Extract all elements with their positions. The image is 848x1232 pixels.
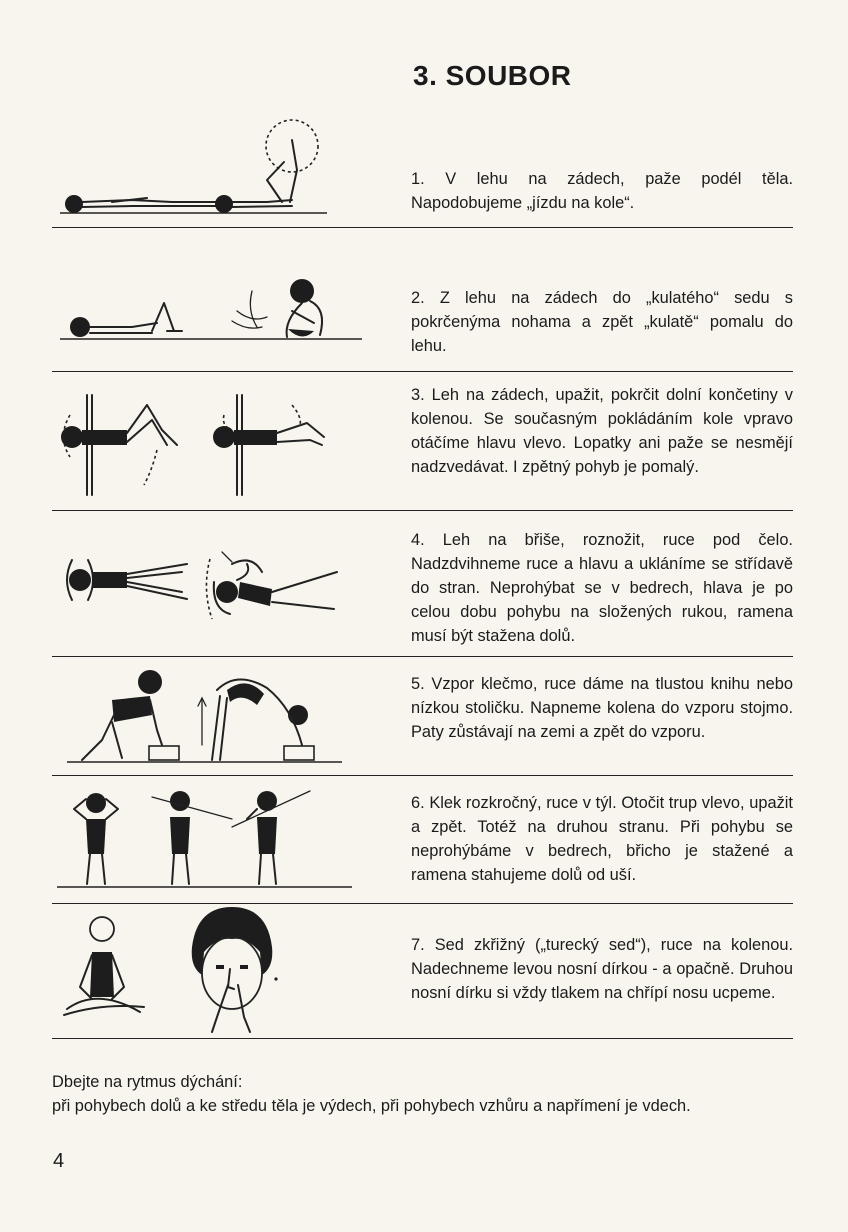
breathing-note-heading: Dbejte na rytmus dýchání: xyxy=(52,1073,243,1091)
exercise-4 xyxy=(52,514,793,654)
breathing-note-body: při pohybech dolů a ke středu těla je výdech, při pohybech vzhůru a napřímení je vdech. xyxy=(52,1097,691,1115)
exercise-3 xyxy=(52,375,793,508)
exercise-1-illustration xyxy=(52,110,397,225)
page-number: 4 xyxy=(53,1150,65,1172)
exercise-7-illustration xyxy=(52,907,397,1036)
breathing-note xyxy=(52,1070,812,1118)
exercise-7 xyxy=(52,907,793,1036)
divider-4 xyxy=(52,656,793,657)
exercise-4-text: 4. Leh na břiše, roznožit, ruce pod čelo. Nadzdvihneme ruce a hlavu a ukláníme se střídavě do stran. Neprohýbat se v bedrech, hlava je po celou dobu pohybu na složených rukou, ramena musí být stažena dolů. xyxy=(411,531,793,645)
exercise-6-illustration xyxy=(52,779,397,901)
exercise-1 xyxy=(52,110,793,225)
divider-5 xyxy=(52,775,793,776)
exercise-3-illustration xyxy=(52,375,397,508)
exercise-2-text: 2. Z lehu na zádech do „kulatého“ sedu s pokrčenýma nohama a zpět „kulatě“ pomalu do lehu. xyxy=(411,289,793,355)
divider-1 xyxy=(52,227,793,228)
exercise-2-illustration xyxy=(52,231,397,369)
exercise-2 xyxy=(52,231,793,369)
exercise-5-illustration xyxy=(52,660,397,773)
exercise-1-text: 1. V lehu na zádech, paže podél těla. Napodobujeme „jízdu na kole“. xyxy=(411,170,793,212)
exercise-6-text: 6. Klek rozkročný, ruce v týl. Otočit trup vlevo, upažit a zpět. Totéž na druhou stranu. Při pohybu se neprohýbáme v bedrech, břicho je stažené a ramena stahujeme dolů od uší. xyxy=(411,794,793,884)
divider-2 xyxy=(52,371,793,372)
exercise-5 xyxy=(52,660,793,773)
divider-3 xyxy=(52,510,793,511)
exercise-6 xyxy=(52,779,793,901)
exercise-3-text: 3. Leh na zádech, upažit, pokrčit dolní končetiny v kolenou. Se současným pokládáním kole vpravo otáčíme hlavu vlevo. Lopatky ani paže se nesmějí nadzvedávat. I zpětný pohyb je pomalý. xyxy=(411,386,793,476)
exercise-7-text: 7. Sed zkřižný („turecký sed“), ruce na kolenou. Nadechneme levou nosní dírkou - a opačně. Druhou nosní dírku si vždy tlakem na chřípí nosu ucpeme. xyxy=(411,936,793,1002)
exercise-5-text: 5. Vzpor klečmo, ruce dáme na tlustou knihu nebo nízkou stoličku. Napneme kolena do vzporu stojmo. Paty zůstávají na zemi a zpět do vzporu. xyxy=(411,675,793,741)
divider-7 xyxy=(52,1038,793,1039)
divider-6 xyxy=(52,903,793,904)
exercise-4-illustration xyxy=(52,514,397,654)
page-title: 3. SOUBOR xyxy=(413,60,572,91)
